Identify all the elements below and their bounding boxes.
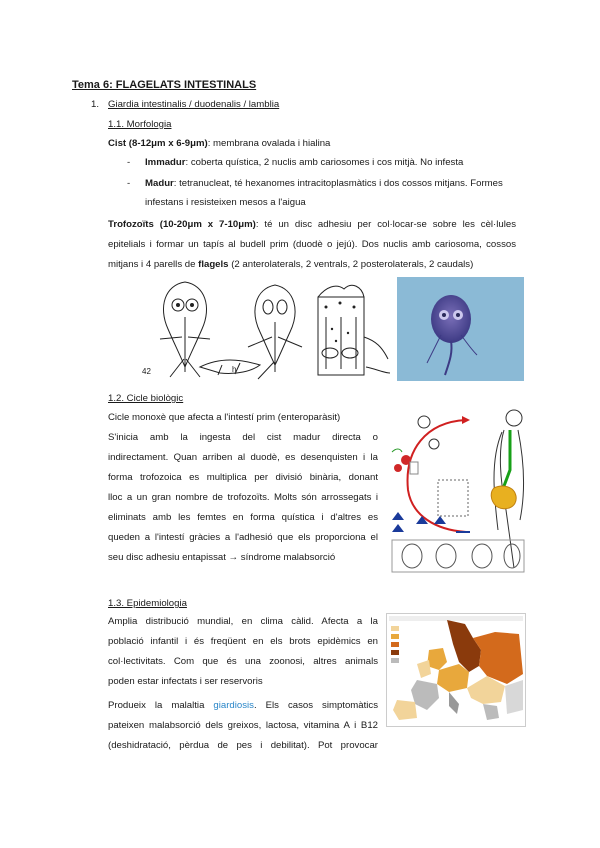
text-line: forma trofozoica es multiplica per divisió binària, donant xyxy=(108,472,378,483)
text-line: epitelials i formar un tapís al budell prim (duodè o jejú). Dos nuclis amb cariosoma, cossos xyxy=(108,239,516,250)
epidemiologia-paragraph xyxy=(108,612,378,692)
madur-term: Madur xyxy=(145,178,174,189)
giardiosis-text: . Els casos simptomàtics xyxy=(253,700,378,711)
cist-text: : membrana ovalada i hialina xyxy=(207,138,331,149)
text-line: queden a l'intestí gràcies a l'adhesió que els proporciona el xyxy=(108,532,378,543)
text-line: seu disc adhesiu entapissat → síndrome malabsorció xyxy=(108,552,336,563)
text-line: S'inicia amb la ingesta del cist madur directa o xyxy=(108,432,378,443)
madur-text-cont: infestans i resisteixen mesos a l'aigua xyxy=(145,197,306,208)
bullet-dash: - xyxy=(127,157,131,168)
cist-paragraph xyxy=(108,137,330,150)
life-cycle-diagram xyxy=(386,400,530,575)
text-line: pateixen malabsorció dels greixos, lactosa, vitamina A i B12 xyxy=(108,720,378,731)
giardiosis-text: Produeix la malaltia xyxy=(108,700,214,711)
text-line xyxy=(108,255,516,275)
immadur-term: Immadur xyxy=(145,157,186,168)
madur-item xyxy=(145,177,503,190)
text-line: poden estar infectats i ser reservoris xyxy=(108,676,263,687)
subsection-heading-morfologia: 1.1. Morfologia xyxy=(108,119,172,130)
giardiosis-term: giardiosis xyxy=(213,700,254,711)
trof-text: mitjans i 4 parells de xyxy=(108,259,199,270)
immadur-item xyxy=(145,156,463,169)
text-line: col·lectivitats. Com que és una zoonosi, altres animals xyxy=(108,656,378,667)
giardia-micrograph xyxy=(397,277,524,381)
subsection-heading-cicle: 1.2. Cicle biològic xyxy=(108,393,184,404)
text-line xyxy=(108,215,516,235)
figure-label: h xyxy=(232,365,237,374)
madur-text: : tetranucleat, té hexanomes intracitoplasmàtics i dos cossos mitjans. Formes xyxy=(173,178,503,189)
europe-map xyxy=(386,613,526,727)
flagels-term: flagels xyxy=(198,259,229,270)
cicle-paragraph xyxy=(108,428,378,568)
trof-term: Trofozoïts (10-20μm x 7-10μm) xyxy=(108,219,256,230)
subsection-heading-epidemiologia: 1.3. Epidemiologia xyxy=(108,598,187,609)
text-line: Amplia distribució mundial, en clima càlid. Afecta a la xyxy=(108,616,378,627)
cicle-intro: Cicle monoxè que afecta a l'intestí prim (enteroparàsit) xyxy=(108,412,341,423)
text-line: (deshidratació, pèrdua de pes i debilitat). Pot provocar xyxy=(108,740,378,751)
figure-number: 42 xyxy=(142,367,151,376)
giardiosis-paragraph xyxy=(108,696,378,756)
giardia-morphology-drawing xyxy=(140,277,392,381)
cist-term: Cist (8-12μm x 6-9μm) xyxy=(108,138,208,149)
text-line xyxy=(108,696,378,716)
trof-text: : té un disc adhesiu per col·locar-se sobre les cèl·lules xyxy=(255,219,516,230)
text-line: eliminats amb les femtes en forma quística i d'altres es xyxy=(108,512,378,523)
text-line: indirectament. Quan arriben al duodè, es desenquisten i la xyxy=(108,452,378,463)
text-line: lloc a un gran nombre de trofozoïts. Molts són arrossegats i xyxy=(108,492,378,503)
text-line: població infantil i és freqüent en els brots epidèmics en xyxy=(108,636,378,647)
section-heading-giardia: Giardia intestinalis / duodenalis / lamblia xyxy=(108,99,280,110)
immadur-text: : coberta quística, 2 nuclis amb cariosomes i cos mitjà. No infesta xyxy=(185,157,464,168)
trofozoits-paragraph xyxy=(108,215,516,275)
page-title: Tema 6: FLAGELATS INTESTINALS xyxy=(72,79,257,91)
trof-text: (2 anterolaterals, 2 ventrals, 2 posterolaterals, 2 caudals) xyxy=(228,259,474,270)
bullet-dash: - xyxy=(127,178,131,189)
item-number: 1. xyxy=(91,99,100,110)
